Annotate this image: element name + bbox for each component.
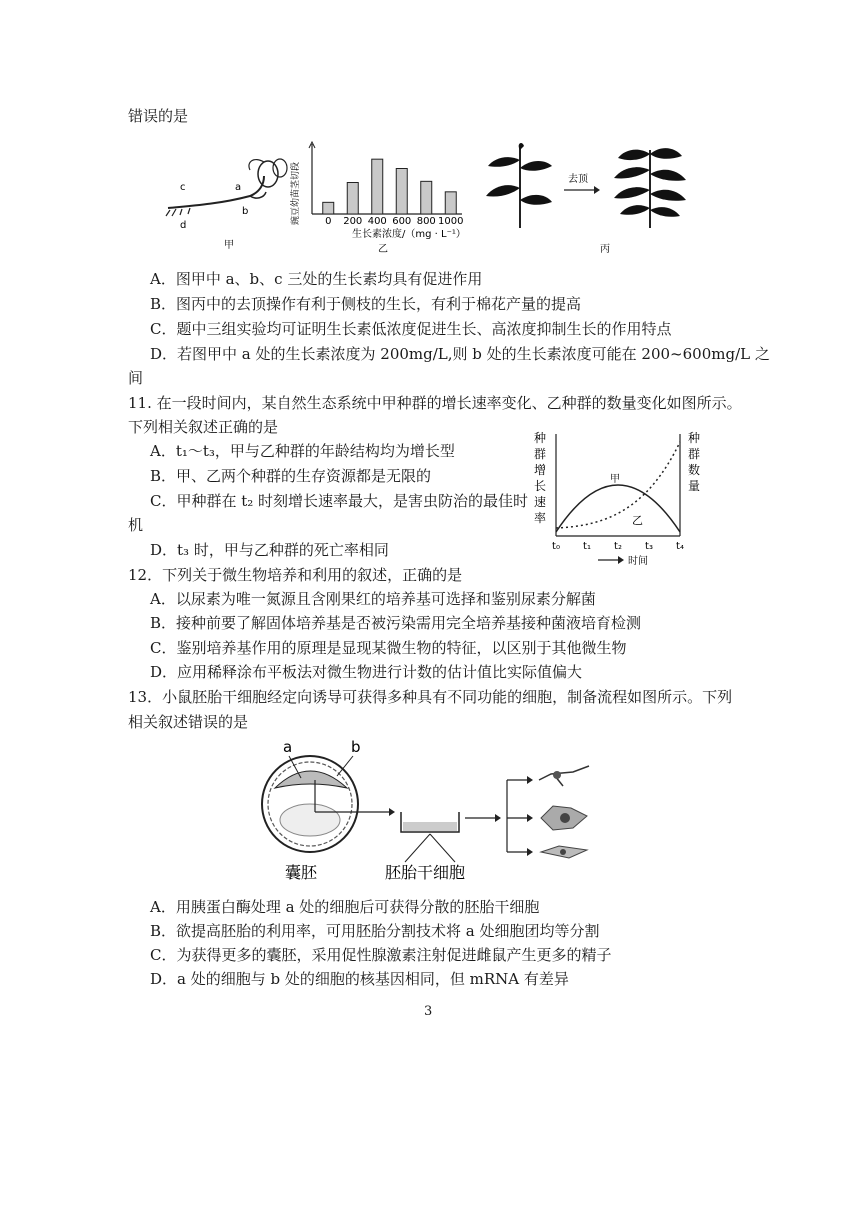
bar-0: [323, 202, 334, 214]
q11-right-axis-char: 群: [688, 447, 701, 461]
jia-letter-a: a: [235, 182, 242, 193]
q13-label-b: b: [351, 738, 361, 756]
q11-option-c: C．甲种群在 t₂ 时刻增长速率最大，是害虫防治的最佳时: [150, 492, 529, 510]
bar-tick-1000: 1000: [438, 216, 464, 227]
q11-option-a: A．t₁～t₃，甲与乙种群的年龄结构均为增长型: [150, 442, 455, 460]
q13-option-a: A．用胰蛋白酶处理 a 处的细胞后可获得分散的胚胎干细胞: [150, 898, 540, 916]
q12-option-b: B．接种前要了解固体培养基是否被污染需用完全培养基接种菌液培育检测: [150, 614, 642, 632]
bar-800: [421, 181, 432, 214]
q13-label-ganxibao: 胚胎干细胞: [385, 863, 466, 882]
figure-jia-seedling: [160, 148, 300, 258]
q11-option-b: B．甲、乙两个种群的生存资源都是无限的: [150, 467, 432, 485]
q10-option-c: C．题中三组实验均可证明生长素低浓度促进生长、高浓度抑制生长的作用特点: [150, 320, 672, 338]
q12-option-d: D．应用稀释涂布平板法对微生物进行计数的估计值比实际值偏大: [150, 663, 583, 681]
yi-x-axis-label: 生长素浓度/（mg · L⁻¹）: [352, 229, 466, 240]
bar-tick-400: 400: [367, 216, 387, 227]
bar-tick-600: 600: [392, 216, 412, 227]
q11-left-axis-char: 速: [534, 495, 547, 509]
q11-left-axis-char: 长: [534, 479, 547, 493]
q11-right-axis-char: 量: [688, 479, 701, 493]
q11-option-c-cont: 机: [128, 516, 144, 534]
q11-left-axis-char: 率: [534, 511, 547, 525]
page-number: 3: [424, 1004, 433, 1019]
q11-tick-label: t₀: [552, 541, 560, 552]
jia-letter-c: c: [180, 182, 186, 193]
q13-option-c: C．为获得更多的囊胚，采用促性腺激素注射促进雌鼠产生更多的精子: [150, 946, 612, 964]
jia-figure-label: 甲: [224, 240, 234, 251]
q13-label-a: a: [283, 738, 293, 756]
bar-400: [372, 159, 383, 214]
q13-option-d: D．a 处的细胞与 b 处的细胞的核基因相同，但 mRNA 有差异: [150, 970, 569, 988]
yi-figure-label: 乙: [378, 244, 388, 255]
bar-1000: [445, 192, 456, 214]
q11-population-graph: [528, 428, 708, 568]
jia-letter-d: d: [180, 220, 187, 231]
yi-y-axis-label: 豌豆幼苗茎切段: [291, 161, 301, 225]
bar-tick-200: 200: [343, 216, 363, 227]
bar-200: [347, 183, 358, 215]
bing-arrow-label: 去顶: [568, 174, 588, 185]
q13-option-b: B．欲提高胚胎的利用率，可用胚胎分割技术将 a 处细胞团均等分割: [150, 922, 600, 940]
q10-option-d-cont: 间: [128, 369, 144, 387]
q10-option-b: B．图丙中的去顶操作有利于侧枝的生长，有利于棉花产量的提高: [150, 295, 582, 313]
q11-left-axis-char: 增: [534, 463, 547, 477]
q11-tick-label: t₁: [583, 541, 591, 552]
q11-stem-line2: 下列相关叙述正确的是: [128, 418, 279, 436]
figure-bing-plants: [480, 140, 700, 258]
q10-option-d: D．若图甲中 a 处的生长素浓度为 200mg/L,则 b 处的生长素浓度可能在 200~600mg/L 之: [150, 345, 770, 363]
q13-stem-line1: 13．小鼠胚胎干细胞经定向诱导可获得多种具有不同功能的细胞，制备流程如图所示。下列: [128, 688, 733, 706]
figure-yi-bar-chart: [290, 140, 470, 258]
q13-blastocyst-figure: [255, 736, 615, 894]
q11-tick-label: t₃: [645, 541, 653, 552]
bar-tick-800: 800: [416, 216, 436, 227]
q11-x-axis-label: 时间: [628, 556, 648, 567]
q11-tick-label: t₂: [614, 541, 622, 552]
bar-tick-0: 0: [325, 216, 332, 227]
q10-stem-tail: 错误的是: [128, 107, 189, 125]
bar-600: [396, 169, 407, 215]
q12-stem: 12．下列关于微生物培养和利用的叙述，正确的是: [128, 566, 463, 584]
q11-right-axis-char: 数: [688, 463, 701, 477]
q11-stem-line1: 11. 在一段时间内，某自然生态系统中甲种群的增长速率变化、乙种群的数量变化如图所示。: [128, 394, 742, 412]
jia-letter-b: b: [242, 206, 249, 217]
q10-option-a: A．图甲中 a、b、c 三处的生长素均具有促进作用: [150, 270, 483, 288]
q11-left-axis-char: 种: [534, 431, 547, 445]
q11-option-d: D．t₃ 时，甲与乙种群的死亡率相同: [150, 541, 389, 559]
q13-stem-line2: 相关叙述错误的是: [128, 713, 249, 731]
q12-option-a: A．以尿素为唯一氮源且含刚果红的培养基可选择和鉴别尿素分解菌: [150, 590, 596, 608]
q12-option-c: C．鉴别培养基作用的原理是显现某微生物的特征，以区别于其他微生物: [150, 639, 627, 657]
q11-left-axis-char: 群: [534, 447, 547, 461]
q11-curve-yi: 乙: [632, 514, 643, 527]
bing-figure-label: 丙: [600, 244, 610, 255]
q11-right-axis-char: 种: [688, 431, 701, 445]
q11-curve-jia: 甲: [610, 474, 620, 485]
q11-tick-label: t₄: [676, 541, 684, 552]
q13-label-nangpei: 囊胚: [285, 863, 318, 882]
